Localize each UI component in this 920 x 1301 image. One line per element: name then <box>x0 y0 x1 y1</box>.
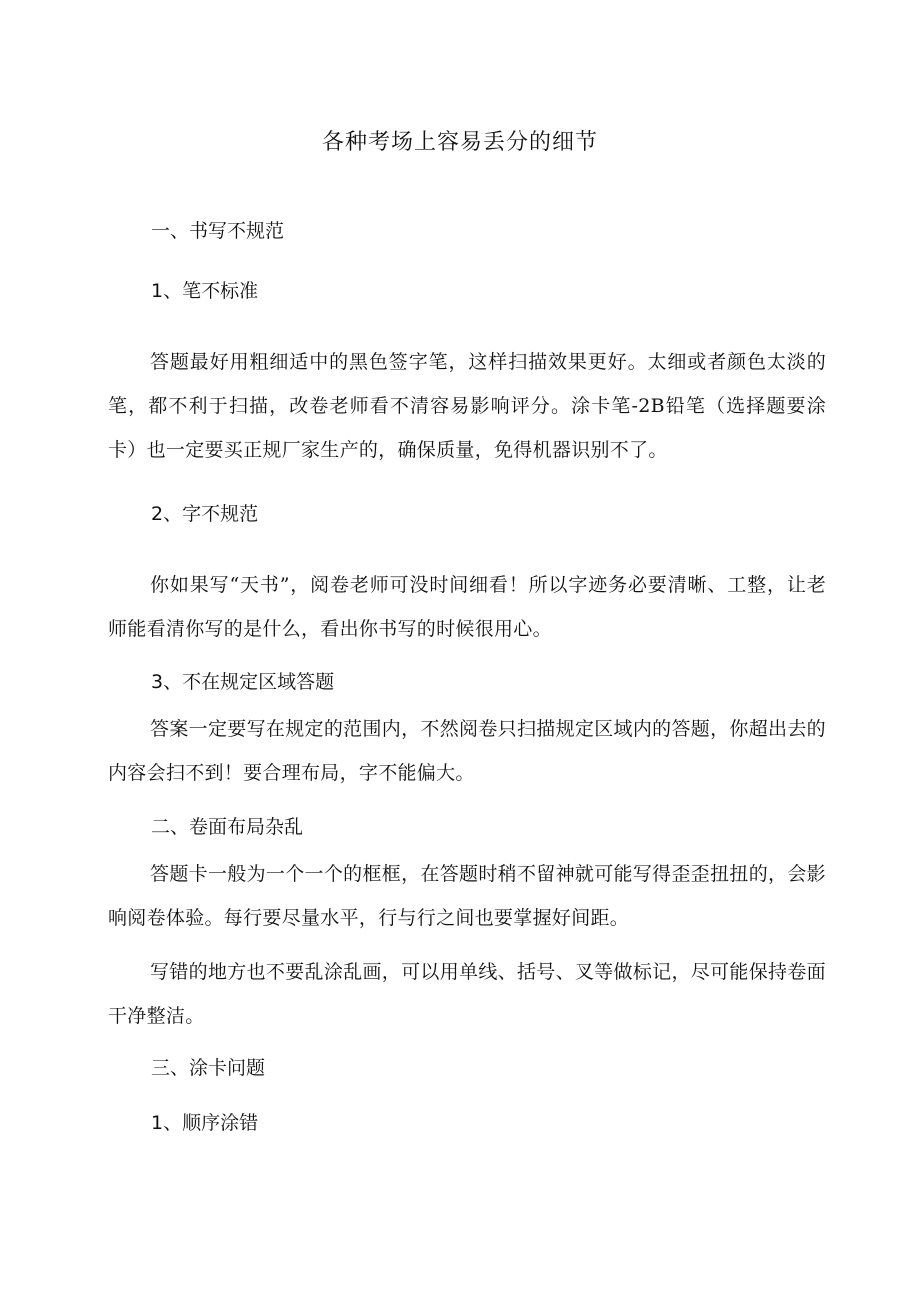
paragraph-layout-1: 答题卡一般为一个一个的框框，在答题时稍不留神就可能写得歪歪扭扭的，会影响阅卷体验。每行要尽量水平，行与行之间也要掌握好间距。 <box>108 863 826 929</box>
section-heading-2: 二、卷面布局杂乱 <box>151 816 304 838</box>
subsection-heading-3-1: 1、顺序涂错 <box>151 1112 259 1134</box>
paragraph-handwriting: 你如果写“天书”，阅卷老师可没时间细看！所以字迹务必要清晰、工整，让老师能看清你写的是什么，看出你书写的时候很用心。 <box>108 574 826 640</box>
paragraph-answer-area: 答案一定要写在规定的范围内，不然阅卷只扫描规定区域内的答题，你超出去的内容会扫不到！要合理布局，字不能偏大。 <box>108 718 826 784</box>
section-heading-3: 三、涂卡问题 <box>151 1057 266 1079</box>
document-title: 各种考场上容易丢分的细节 <box>321 130 598 155</box>
section-heading-1: 一、书写不规范 <box>151 220 285 242</box>
subsection-heading-1-2: 2、字不规范 <box>151 503 259 525</box>
paragraph-layout-2: 写错的地方也不要乱涂乱画，可以用单线、括号、叉等做标记，尽可能保持卷面干净整洁。 <box>108 961 826 1027</box>
subsection-heading-1-3: 3、不在规定区域答题 <box>151 671 335 693</box>
subsection-heading-1-1: 1、笔不标准 <box>151 280 259 302</box>
paragraph-pen-standard: 答题最好用粗细适中的黑色签字笔，这样扫描效果更好。太细或者颜色太淡的笔，都不利于扫描，改卷老师看不清容易影响评分。涂卡笔-2B铅笔（选择题要涂卡）也一定要买正规厂家生产的，确保质量，免得机器识别不了。 <box>108 351 826 461</box>
